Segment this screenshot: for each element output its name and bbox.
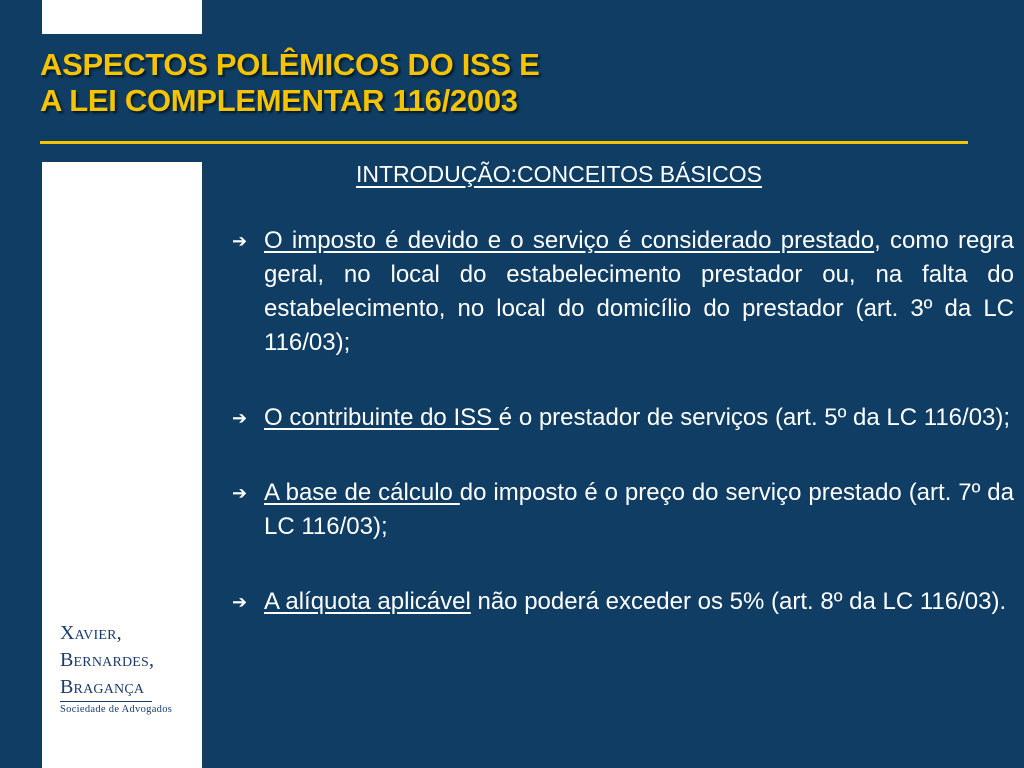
logo-line-1: Xavier, [60,622,122,644]
bullet-item [232,401,1014,435]
title-line-2: A LEI COMPLEMENTAR 116/2003 [40,83,518,118]
logo-line-2: Bernardes, [60,649,155,671]
title-divider [40,141,968,144]
bullet-underlined-text: O contribuinte do ISS [264,404,499,431]
logo-line-3: Bragança [60,674,152,702]
bullet-underlined-text: A alíquota aplicável [264,588,471,615]
bullet-text: é o prestador de serviços (art. 5º da LC 116/03); [498,404,1011,431]
sidebar-panel [42,162,202,768]
top-white-box [42,0,202,34]
right-arrow-icon: ➔ [232,483,248,503]
bullet-text: , como regra geral, no local do estabelecimento prestador ou, na falta do estabelecimento, no local do domicílio do prestador (art. 3º da LC 116/03); [264,227,1014,356]
right-arrow-icon: ➔ [232,408,248,428]
bullet-item [232,224,1014,360]
section-heading: INTRODUÇÃO:CONCEITOS BÁSICOS [356,161,762,187]
logo-subtitle: Sociedade de Advogados [60,704,173,715]
bullet-text: do imposto é o preço do serviço prestado (art. 7º da LC 116/03); [264,479,1014,540]
bullet-underlined-text: O imposto é devido e o serviço é considerado prestado [264,227,875,254]
slide-title [40,47,539,119]
firm-logo [60,620,190,715]
right-arrow-icon: ➔ [232,592,248,612]
bullet-item [232,476,1014,544]
bullet-underlined-text: A base de cálculo [264,479,460,506]
right-arrow-icon: ➔ [232,231,248,251]
title-line-1: ASPECTOS POLÊMICOS DO ISS E [40,47,540,82]
bullet-item [232,585,1014,619]
bullet-list [232,224,1014,619]
bullet-text: não poderá exceder os 5% (art. 8º da LC 116/03). [470,588,1007,615]
